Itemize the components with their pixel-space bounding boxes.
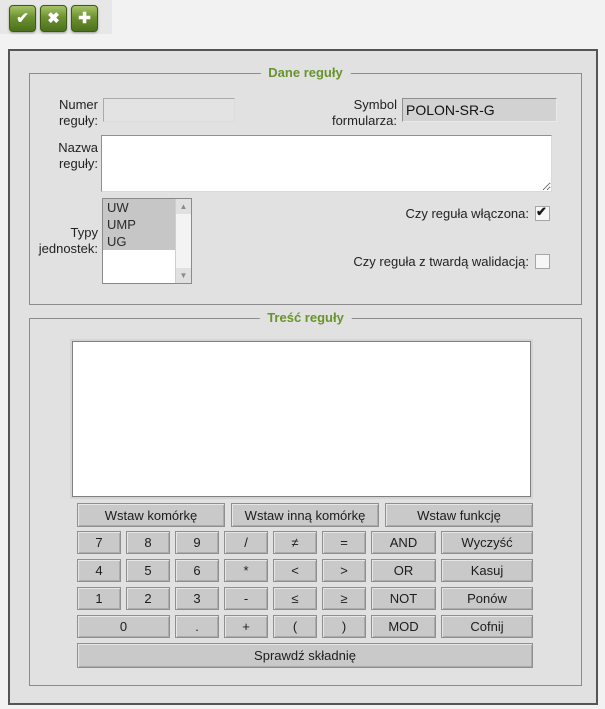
key-0[interactable]: 0 bbox=[77, 615, 170, 638]
unit-types-label: Typy jednostek: bbox=[38, 225, 98, 256]
rule-number-label: Numer reguły: bbox=[58, 97, 98, 128]
rule-content-group bbox=[29, 310, 582, 686]
unit-types-options bbox=[103, 199, 175, 283]
unit-types-listbox[interactable] bbox=[102, 198, 192, 284]
hard-validation-label: Czy reguła z twardą walidacją: bbox=[353, 254, 529, 269]
key-9[interactable]: 9 bbox=[175, 531, 219, 554]
redo-button[interactable]: Ponów bbox=[441, 587, 533, 610]
scroll-down-icon[interactable]: ▼ bbox=[176, 268, 191, 283]
list-item[interactable]: UMP bbox=[103, 216, 175, 233]
rule-data-group bbox=[29, 65, 582, 305]
rule-name-label: Nazwa reguły: bbox=[58, 140, 98, 171]
hard-validation-row bbox=[353, 254, 550, 269]
key-4[interactable]: 4 bbox=[77, 559, 121, 582]
cancel-icon[interactable]: ✖ bbox=[40, 5, 67, 32]
listbox-scrollbar[interactable] bbox=[175, 199, 191, 283]
key-not-equal[interactable]: ≠ bbox=[273, 531, 317, 554]
clear-button[interactable]: Wyczyść bbox=[441, 531, 533, 554]
key-equal[interactable]: = bbox=[322, 531, 366, 554]
delete-button[interactable]: Kasuj bbox=[441, 559, 533, 582]
rule-enabled-label: Czy reguła włączona: bbox=[405, 206, 529, 221]
key-6[interactable]: 6 bbox=[175, 559, 219, 582]
insert-other-cell-button[interactable]: Wstaw inną komórkę bbox=[231, 503, 379, 527]
rule-name-textarea[interactable] bbox=[101, 135, 552, 192]
check-icon: ✔ bbox=[536, 204, 547, 219]
key-close-paren[interactable]: ) bbox=[322, 615, 366, 638]
key-greater-than[interactable]: > bbox=[322, 559, 366, 582]
confirm-icon[interactable]: ✔ bbox=[9, 5, 36, 32]
key-minus[interactable]: - bbox=[224, 587, 268, 610]
rule-number-input[interactable] bbox=[103, 98, 235, 122]
keypad bbox=[77, 531, 533, 638]
key-less-than[interactable]: < bbox=[273, 559, 317, 582]
key-plus[interactable]: + bbox=[224, 615, 268, 638]
main-panel bbox=[8, 49, 598, 705]
check-syntax-button[interactable]: Sprawdź składnię bbox=[77, 643, 533, 668]
key-open-paren[interactable]: ( bbox=[273, 615, 317, 638]
key-or[interactable]: OR bbox=[371, 559, 436, 582]
key-divide[interactable]: / bbox=[224, 531, 268, 554]
rule-enabled-checkbox[interactable] bbox=[535, 206, 550, 221]
rule-enabled-row bbox=[405, 206, 550, 221]
key-7[interactable]: 7 bbox=[77, 531, 121, 554]
insert-button-row bbox=[77, 503, 533, 527]
key-1[interactable]: 1 bbox=[77, 587, 121, 610]
undo-button[interactable]: Cofnij bbox=[441, 615, 533, 638]
key-3[interactable]: 3 bbox=[175, 587, 219, 610]
key-5[interactable]: 5 bbox=[126, 559, 170, 582]
add-icon[interactable]: ✚ bbox=[71, 5, 98, 32]
key-dot[interactable]: . bbox=[175, 615, 219, 638]
key-8[interactable]: 8 bbox=[126, 531, 170, 554]
key-not[interactable]: NOT bbox=[371, 587, 436, 610]
rule-data-legend: Dane reguły bbox=[260, 65, 350, 80]
rule-content-legend: Treść reguły bbox=[259, 310, 352, 325]
key-and[interactable]: AND bbox=[371, 531, 436, 554]
key-multiply[interactable]: * bbox=[224, 559, 268, 582]
insert-function-button[interactable]: Wstaw funkcję bbox=[385, 503, 533, 527]
key-greater-equal[interactable]: ≥ bbox=[322, 587, 366, 610]
scroll-up-icon[interactable]: ▲ bbox=[176, 199, 191, 214]
form-symbol-label: Symbol formularza: bbox=[331, 97, 397, 128]
rule-content-editor[interactable] bbox=[72, 341, 531, 497]
form-symbol-input[interactable] bbox=[402, 98, 557, 122]
toolbar bbox=[0, 0, 112, 34]
key-2[interactable]: 2 bbox=[126, 587, 170, 610]
insert-cell-button[interactable]: Wstaw komórkę bbox=[77, 503, 225, 527]
list-item[interactable]: UG bbox=[103, 233, 175, 250]
key-mod[interactable]: MOD bbox=[371, 615, 436, 638]
list-item[interactable]: UW bbox=[103, 199, 175, 216]
key-less-equal[interactable]: ≤ bbox=[273, 587, 317, 610]
hard-validation-checkbox[interactable] bbox=[535, 254, 550, 269]
